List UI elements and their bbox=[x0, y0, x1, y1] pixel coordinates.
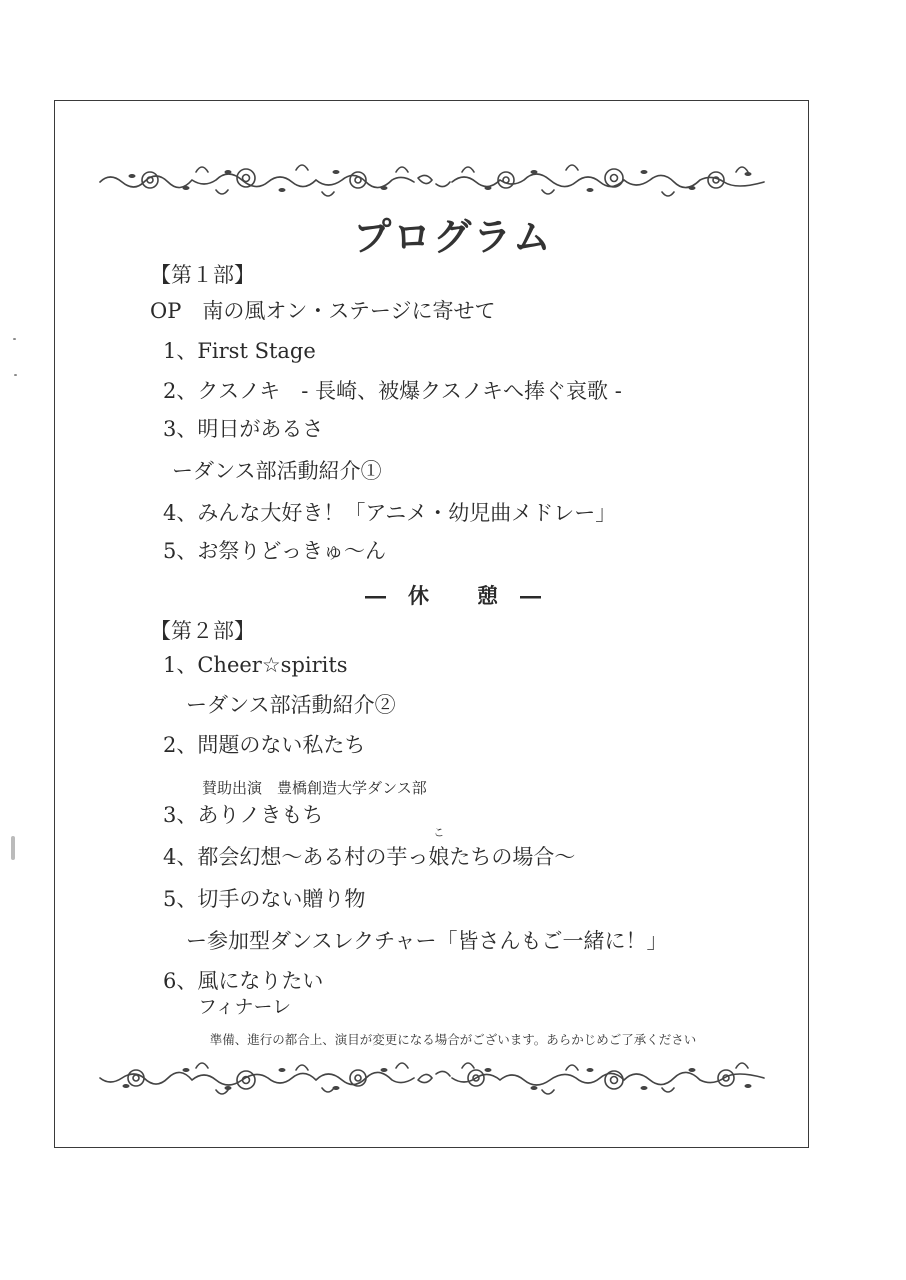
program-item: 5、お祭りどっきゅ～ん bbox=[163, 539, 386, 563]
program-item: 2、クスノキ - 長崎、被爆クスノキへ捧ぐ哀歌 - bbox=[163, 379, 622, 403]
guest-performance: 賛助出演 豊橋創造大学ダンス部 bbox=[202, 779, 427, 797]
program-subitem: ー参加型ダンスレクチャー「皆さんもご一緒に！」 bbox=[186, 929, 668, 953]
program-item: 2、問題のない私たち bbox=[163, 733, 366, 757]
program-item: 6、風になりたい bbox=[163, 969, 324, 993]
page-title: プログラム bbox=[353, 215, 553, 259]
program-item: 4、都会幻想～ある村の芋っ こ 娘たちの場合～ bbox=[163, 826, 576, 869]
program-item: OP 南の風オン・ステージに寄せて bbox=[150, 299, 496, 323]
program-subitem: ーダンス部活動紹介② bbox=[186, 693, 396, 717]
bottom-ornament-icon bbox=[96, 1056, 770, 1100]
program-item: 1、First Stage bbox=[163, 339, 316, 363]
program-item: 5、切手のない贈り物 bbox=[163, 887, 366, 911]
part2-heading: 【第２部】 bbox=[150, 619, 255, 643]
top-ornament-icon bbox=[96, 158, 770, 202]
scan-speck bbox=[14, 374, 17, 376]
intermission-label: ― 休 憩 ― bbox=[365, 583, 541, 608]
program-item: 4、みんな大好き！「アニメ・幼児曲メドレー」 bbox=[163, 501, 617, 525]
program-item: 3、ありノきもち bbox=[163, 803, 324, 827]
program-item: 3、明日があるさ bbox=[163, 417, 324, 441]
schedule-note: 準備、進行の都合上、演目が変更になる場合がございます。あらかじめご了承ください bbox=[209, 1032, 697, 1047]
program-item: 1、Cheer☆spirits bbox=[163, 653, 348, 677]
program-subitem: フィナーレ bbox=[198, 996, 292, 1018]
furigana: こ bbox=[433, 826, 445, 839]
program-subitem: ーダンス部活動紹介① bbox=[172, 459, 382, 483]
part1-heading: 【第１部】 bbox=[150, 263, 255, 287]
scan-speck bbox=[11, 836, 15, 860]
scan-speck bbox=[13, 338, 16, 340]
